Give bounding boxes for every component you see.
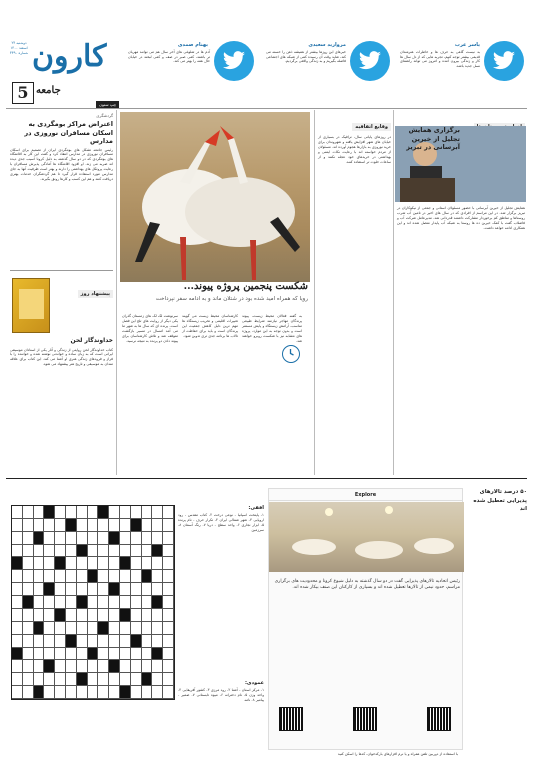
crossword-cell[interactable] xyxy=(34,622,45,635)
crossword-cell[interactable] xyxy=(77,609,88,622)
crossword-cell[interactable] xyxy=(152,660,163,673)
crossword-cell[interactable] xyxy=(98,609,109,622)
crossword-cell[interactable] xyxy=(142,570,153,583)
story-headline: اعتراض مراکز بومگردی به اسکان مسافران نوروزی در مدارس xyxy=(24,120,113,145)
ig-body: رئیس اتحادیه تالارهای پذیرایی گفت در دو سال گذشته به دلیل شیوع کرونا و محدودیت های برگزاری مراسم، حدود نیمی از تالارها تعطیل شده اند و بسیاری از کارکنان این صنف بیکار شده اند. xyxy=(274,579,460,590)
book-story xyxy=(10,337,113,367)
crossword-cell[interactable] xyxy=(142,622,153,635)
crossword-cell[interactable] xyxy=(98,622,109,635)
crossword-cell[interactable] xyxy=(131,557,142,570)
logo: کارون xyxy=(32,39,107,74)
tweet-card xyxy=(126,35,258,97)
twitter-icon xyxy=(350,41,390,81)
crossword-cell[interactable] xyxy=(98,635,109,648)
crossword-cell[interactable] xyxy=(152,545,163,558)
qr-footer: با استفاده از دوربین تلفن همراه و یا نرم افزارهای بارکدخوان، کدها را اسکن کنید xyxy=(337,752,459,756)
crossword-cell[interactable] xyxy=(88,596,99,609)
crossword-cell[interactable] xyxy=(98,532,109,545)
crossword-cell[interactable] xyxy=(109,686,120,699)
book-title: خداوندگار لحن xyxy=(70,337,113,344)
crossword-cell[interactable] xyxy=(142,686,153,699)
crossword-cell[interactable] xyxy=(44,660,55,673)
qr-code[interactable] xyxy=(427,707,451,731)
right-bottom-story xyxy=(466,488,527,516)
crossword-cell[interactable] xyxy=(77,660,88,673)
crossword-cell[interactable] xyxy=(142,583,153,596)
book-cover-image xyxy=(12,278,50,333)
crossword-cell[interactable] xyxy=(98,570,109,583)
crossword-cell[interactable] xyxy=(120,673,131,686)
crossword-cell[interactable] xyxy=(23,673,34,686)
crossword-cell[interactable] xyxy=(120,519,131,532)
twitter-icon xyxy=(484,41,524,81)
crossword-cell[interactable] xyxy=(120,583,131,596)
crossword-cell[interactable] xyxy=(66,545,77,558)
crossword-cell[interactable] xyxy=(12,570,23,583)
crossword-cell[interactable] xyxy=(55,686,66,699)
hall-photo xyxy=(269,502,464,572)
crossword-cell[interactable] xyxy=(131,596,142,609)
crossword-cell[interactable] xyxy=(34,506,45,519)
crossword-cell[interactable] xyxy=(98,648,109,661)
crossword-cell[interactable] xyxy=(66,557,77,570)
tweet-text: آدم ها در شلوغی های آخر سال هم می توانند مهربان تر باشند، کمی صبر در صف و کمی لبخند در خیابان حال همه را بهتر می کند. xyxy=(128,50,210,64)
crossword-cell[interactable] xyxy=(55,570,66,583)
crossword-cell[interactable] xyxy=(109,583,120,596)
crossword-cell[interactable] xyxy=(77,557,88,570)
crossword-cell[interactable] xyxy=(34,583,45,596)
crossword-cell[interactable] xyxy=(88,622,99,635)
crossword-cell[interactable] xyxy=(131,673,142,686)
crossword-cell[interactable] xyxy=(120,686,131,699)
crossword-cell[interactable] xyxy=(98,583,109,596)
right-story-body: همایش تجلیل از خیرین آبرسانی با حضور مسئولان استانی و جمعی از نیکوکاران در تبریز برگزار شد. در این مراسم از افرادی که در سال های اخیر در تامین آب شرب روستاها و مناطق کم برخوردار مشارکت داشتند قدردانی شد. مدیرعامل شرکت آب و فاضلاب گفت با کمک خیرین ده ها روستا به شبکه آب پایدار متصل شده اند و این همکاری ادامه خواهد داشت. xyxy=(397,206,525,230)
crossword-cell[interactable] xyxy=(77,570,88,583)
crossword-cell[interactable] xyxy=(23,506,34,519)
crossword-cell[interactable] xyxy=(109,506,120,519)
divider xyxy=(6,108,527,109)
crossword-cell[interactable] xyxy=(98,660,109,673)
story-kicker: گردشگری xyxy=(96,113,113,118)
crossword-cell[interactable] xyxy=(142,648,153,661)
crossword-cell[interactable] xyxy=(77,519,88,532)
crossword-cell[interactable] xyxy=(66,519,77,532)
crossword-cell[interactable] xyxy=(77,532,88,545)
crossword-cell[interactable] xyxy=(44,570,55,583)
crossword-cell[interactable] xyxy=(88,660,99,673)
crossword-cell[interactable] xyxy=(163,506,174,519)
crossword-cell[interactable] xyxy=(23,532,34,545)
crossword-clues-vertical xyxy=(178,680,264,703)
crossword-cell[interactable] xyxy=(23,570,34,583)
crossword-cell[interactable] xyxy=(163,673,174,686)
crossword-cell[interactable] xyxy=(34,609,45,622)
crossword-cell[interactable] xyxy=(34,545,45,558)
column-tag: چپ ستون xyxy=(96,101,119,108)
crossword-cell[interactable] xyxy=(23,648,34,661)
crossword-cell[interactable] xyxy=(152,570,163,583)
crossword-cell[interactable] xyxy=(55,635,66,648)
crossword-cell[interactable] xyxy=(109,532,120,545)
crossword-cell[interactable] xyxy=(109,570,120,583)
crossword-cell[interactable] xyxy=(55,673,66,686)
crossword-cell[interactable] xyxy=(34,519,45,532)
crossword-cell[interactable] xyxy=(131,609,142,622)
crossword-cell[interactable] xyxy=(12,673,23,686)
crossword-cell[interactable] xyxy=(55,519,66,532)
crossword-cell[interactable] xyxy=(109,660,120,673)
crossword-cell[interactable] xyxy=(109,673,120,686)
divider xyxy=(393,110,394,475)
crossword-cell[interactable] xyxy=(77,686,88,699)
crossword-cell[interactable] xyxy=(88,583,99,596)
main-subhead: رویا که همراه امید شده بود در شتلان ماند و به ادامه سفر نپرداخت xyxy=(155,296,308,302)
crossword-cell[interactable] xyxy=(12,545,23,558)
crossword-cell[interactable] xyxy=(77,596,88,609)
crossword-cell[interactable] xyxy=(163,622,174,635)
crossword-cell[interactable] xyxy=(34,557,45,570)
left-column-story xyxy=(10,113,113,182)
crossword-cell[interactable] xyxy=(131,583,142,596)
book-body: کتاب خداوندگار لحن روایتی از زندگی و آثار یکی از استادان موسیقی ایرانی است که به زبان ساده و خواندنی نوشته شده و خواننده را با فراز و فرودهای زندگی هنری او آشنا می کند. این کتاب برای علاقه مندان به موسیقی و تاریخ هنر پیشنهاد می شود. xyxy=(10,347,113,367)
crossword-cell[interactable] xyxy=(152,686,163,699)
crossword-cell[interactable] xyxy=(66,609,77,622)
crossword-cell[interactable] xyxy=(12,532,23,545)
crossword-cell[interactable] xyxy=(23,622,34,635)
crossword-cell[interactable] xyxy=(142,532,153,545)
crossword-cell[interactable] xyxy=(23,609,34,622)
tweet-text: خبرهای این روزها بیشتر از همیشه ذهن را خسته می کند، شاید وقت آن رسیده کمی از شبکه های اجتماعی فاصله بگیریم و به زندگی واقعی برگردیم. xyxy=(266,50,346,64)
crossword-cell[interactable] xyxy=(152,673,163,686)
crossword-cell[interactable] xyxy=(55,596,66,609)
crossword-cell[interactable] xyxy=(55,532,66,545)
crossword-cell[interactable] xyxy=(88,686,99,699)
divider xyxy=(314,110,315,475)
crossword-cell[interactable] xyxy=(98,686,109,699)
crossword-cell[interactable] xyxy=(12,635,23,648)
crossword-cell[interactable] xyxy=(152,609,163,622)
crossword-cell[interactable] xyxy=(77,506,88,519)
logo-block xyxy=(6,35,123,105)
crossword-cell[interactable] xyxy=(131,570,142,583)
crossword-cell[interactable] xyxy=(120,622,131,635)
tweet-text: بد نیست گاهی به حرف ها و خاطرات هنرمندان قدیمی بیشتر توجه کنیم، تجربه هایی که از دل سال ها کار و زندگی بیرون آمده و امروز می تواند راهنمای نسل جدید باشد. xyxy=(400,50,480,68)
middle-column-story xyxy=(318,113,391,164)
story-body: در روزهای پایانی سال، ترافیک در بسیاری از خیابان های شهر افزایش یافته و شهروندان برای خرید نوروزی به بازارها هجوم آورده اند. مسئولان از مردم خواسته اند با رعایت نکات ایمنی و بهداشتی در خریدهای خود عجله نکنند و از ساعات خلوت تر استفاده کنند. xyxy=(318,135,391,164)
crossword-cell[interactable] xyxy=(55,583,66,596)
instagram-post xyxy=(268,488,463,750)
crossword-cell[interactable] xyxy=(152,583,163,596)
crossword-cell[interactable] xyxy=(55,622,66,635)
crossword-cell[interactable] xyxy=(23,545,34,558)
crossword-cell[interactable] xyxy=(44,686,55,699)
divider xyxy=(10,270,113,271)
masthead xyxy=(6,35,526,105)
crossword-cell[interactable] xyxy=(55,648,66,661)
crossword-cell[interactable] xyxy=(34,660,45,673)
crossword-cell[interactable] xyxy=(120,648,131,661)
crossword-cell[interactable] xyxy=(12,609,23,622)
crossword-cell[interactable] xyxy=(44,609,55,622)
tweet-card xyxy=(264,35,392,97)
crossword-cell[interactable] xyxy=(77,583,88,596)
crossword-cell[interactable] xyxy=(109,545,120,558)
crossword-cell[interactable] xyxy=(120,596,131,609)
crossword-cell[interactable] xyxy=(23,583,34,596)
crossword-cell[interactable] xyxy=(109,557,120,570)
crossword-cell[interactable] xyxy=(163,596,174,609)
tweet-author: بهنام صمدی xyxy=(177,42,208,48)
right-story-head xyxy=(400,126,460,154)
crossword-cell[interactable] xyxy=(142,557,153,570)
crossword-cell[interactable] xyxy=(44,673,55,686)
crossword-cell[interactable] xyxy=(88,545,99,558)
crossword-cell[interactable] xyxy=(120,557,131,570)
crossword-cell[interactable] xyxy=(34,635,45,648)
crossword-cell[interactable] xyxy=(152,635,163,648)
crossword-cell[interactable] xyxy=(163,519,174,532)
crossword-cell[interactable] xyxy=(44,583,55,596)
crossword-cell[interactable] xyxy=(23,596,34,609)
clues-text: ۱- مرکز استان - آشنا ۲- رود مرزی ۳- کشور آفریقایی ۴- واحد وزن ۵- نام دخترانه ۶- میوه تابستانی ۷- ضمیر - پیامبر ۸- نامه xyxy=(178,688,265,702)
crossword-cell[interactable] xyxy=(44,648,55,661)
crossword-cell[interactable] xyxy=(77,635,88,648)
crossword-cell[interactable] xyxy=(12,557,23,570)
crossword-cell[interactable] xyxy=(66,532,77,545)
crossword-cell[interactable] xyxy=(131,686,142,699)
date-line: دوشنبه ۲۴ اسفند ۱۴۰۰ شماره ۳۳۹۰ xyxy=(9,41,29,55)
crossword-cell[interactable] xyxy=(55,545,66,558)
crossword-cell[interactable] xyxy=(163,557,174,570)
crossword-cell[interactable] xyxy=(23,519,34,532)
story-body: رئیس جامعه تشکل های بومگردی ایران از تصمیم برای اسکان مسافران نوروزی در مدارس انتقاد کرد و گفت این کار به اقامتگاه های بومگردی که در دو سال گذشته به دلیل کرونا آسیب جدی دیده اند ضربه می زند. او افزود اقامتگاه ها آمادگی پذیرش مسافران با رعایت پروتکل های بهداشتی را دارند و بهتر است ظرفیت آنها به جای مدارس مورد استفاده قرار گیرد تا هم گردشگران خدمات بهتری دریافت کنند و هم این کسب و کارها رونق بگیرند. xyxy=(10,147,113,181)
crossword-cell[interactable] xyxy=(23,557,34,570)
crossword-cell[interactable] xyxy=(98,596,109,609)
crossword-cell[interactable] xyxy=(23,660,34,673)
crossword-cell[interactable] xyxy=(142,635,153,648)
crossword-cell[interactable] xyxy=(88,673,99,686)
crossword-cell[interactable] xyxy=(131,660,142,673)
crossword-cell[interactable] xyxy=(12,506,23,519)
crossword-cell[interactable] xyxy=(12,622,23,635)
main-body-col-2: کارشناسان محیط زیست می گویند تغییرات اقلیمی و تخریب زیستگاه ها مهم ترین دلیل کاهش جمعیت این پرندگان است و باید برای حفاظت از تالاب ها برنامه جدی تری تدوین شود. xyxy=(182,314,238,338)
crossword-cell[interactable] xyxy=(34,673,45,686)
crossword-cell[interactable] xyxy=(152,648,163,661)
story-tag: وقایع اتفاقیه xyxy=(352,123,391,131)
crossword-cell[interactable] xyxy=(77,648,88,661)
crossword-cell[interactable] xyxy=(88,532,99,545)
clues-title: افقی: xyxy=(248,505,264,511)
clock-icon xyxy=(282,345,300,363)
crossword-cell[interactable] xyxy=(44,519,55,532)
crossword-cell[interactable] xyxy=(77,673,88,686)
crossword-cell[interactable] xyxy=(120,660,131,673)
main-body-col-3: به گفته فعالان محیط زیست، پیوند پرندگان مهاجر نیازمند شرایط طبیعی مناسب، آرامش زیستگاه و پایش مستمر است و بدون توجه به این موارد، پروژه های مشابه نیز با شکست روبرو خواهند شد. xyxy=(242,314,302,343)
clues-text: ۱- پایتخت اسپانیا - نوعی درخت ۲- کتاب مقدس - رود اروپایی ۳- شهر شمالی ایران ۴- تکرار حرف - نام پرنده ۵- ابزار نجاری ۶- واحد سطح - دریا ۷- رنگ آسمان ۸- سرزمین xyxy=(178,513,265,532)
crossword-cell[interactable] xyxy=(163,570,174,583)
crossword-cell[interactable] xyxy=(55,557,66,570)
crossword-cell[interactable] xyxy=(131,622,142,635)
crossword-cell[interactable] xyxy=(66,635,77,648)
crossword-cell[interactable] xyxy=(163,660,174,673)
crossword-cell[interactable] xyxy=(98,519,109,532)
twitter-icon xyxy=(214,41,254,81)
crossword-cell[interactable] xyxy=(142,660,153,673)
ig-header: Explore xyxy=(269,489,462,501)
crossword-cell[interactable] xyxy=(163,545,174,558)
book-tag: پیشنهاد روز xyxy=(78,290,113,298)
crossword-cell[interactable] xyxy=(34,596,45,609)
crossword-cell[interactable] xyxy=(142,609,153,622)
crossword-cell[interactable] xyxy=(66,506,77,519)
crossword-cell[interactable] xyxy=(44,557,55,570)
crossword-cell[interactable] xyxy=(88,609,99,622)
crossword-cell[interactable] xyxy=(98,545,109,558)
storks-photo xyxy=(120,112,310,282)
crossword-cell[interactable] xyxy=(12,660,23,673)
crossword-cell[interactable] xyxy=(77,545,88,558)
crossword-cell[interactable] xyxy=(152,532,163,545)
crossword-cell[interactable] xyxy=(66,648,77,661)
crossword-cell[interactable] xyxy=(23,686,34,699)
crossword-cell[interactable] xyxy=(109,596,120,609)
crossword-cell[interactable] xyxy=(34,648,45,661)
crossword-cell[interactable] xyxy=(120,609,131,622)
crossword-cell[interactable] xyxy=(152,506,163,519)
crossword-cell[interactable] xyxy=(163,609,174,622)
crossword-cell[interactable] xyxy=(152,622,163,635)
story-headline: ۵۰ درصد تالارهای پذیرایی تعطیل شده اند xyxy=(473,489,527,512)
crossword-cell[interactable] xyxy=(66,570,77,583)
crossword-cell[interactable] xyxy=(131,635,142,648)
crossword-cell[interactable] xyxy=(88,648,99,661)
crossword-cell[interactable] xyxy=(109,622,120,635)
crossword-cell[interactable] xyxy=(34,686,45,699)
crossword-cell[interactable] xyxy=(142,519,153,532)
crossword-cell[interactable] xyxy=(55,609,66,622)
crossword-cell[interactable] xyxy=(66,686,77,699)
main-body-col-1: سرنوشت لک لک های زمستان گذران یکی دیگر از روایت های تلخ این فصل است. پرنده ای که سال ها به شهر ما می آمد امسال در مسیر بازگشت متوقف شد و تلاش کارشناسان برای پیوند دادن دو پرنده به نتیجه نرسید. xyxy=(122,314,178,343)
crossword-cell[interactable] xyxy=(120,545,131,558)
crossword-cell[interactable] xyxy=(109,635,120,648)
crossword-cell[interactable] xyxy=(131,648,142,661)
crossword-cell[interactable] xyxy=(66,673,77,686)
crossword-cell[interactable] xyxy=(120,635,131,648)
crossword-cell[interactable] xyxy=(163,635,174,648)
crossword-cell[interactable] xyxy=(44,635,55,648)
crossword-cell[interactable] xyxy=(12,596,23,609)
crossword-cell[interactable] xyxy=(12,686,23,699)
crossword-cell[interactable] xyxy=(98,557,109,570)
crossword-cell[interactable] xyxy=(163,583,174,596)
crossword-cell[interactable] xyxy=(34,532,45,545)
crossword-cell[interactable] xyxy=(120,506,131,519)
crossword-cell[interactable] xyxy=(88,635,99,648)
crossword-cell[interactable] xyxy=(66,622,77,635)
crossword-cell[interactable] xyxy=(77,622,88,635)
crossword-cell[interactable] xyxy=(88,570,99,583)
crossword-cell[interactable] xyxy=(12,519,23,532)
crossword-cell[interactable] xyxy=(109,519,120,532)
crossword-cell[interactable] xyxy=(152,519,163,532)
crossword-cell[interactable] xyxy=(55,506,66,519)
section-title: جامعه xyxy=(36,85,61,96)
tweet-card xyxy=(398,35,526,97)
tweet-author: یاسر عرب xyxy=(454,42,480,48)
page-number: 5 xyxy=(12,82,34,104)
crossword-cell[interactable] xyxy=(66,596,77,609)
crossword-cell[interactable] xyxy=(55,660,66,673)
crossword-grid[interactable] xyxy=(11,505,175,700)
story-headline: برگزاری همایش تجلیل از خیرین آبرسانی در تبریز xyxy=(406,126,460,151)
crossword-cell[interactable] xyxy=(131,545,142,558)
crossword-cell[interactable] xyxy=(88,557,99,570)
crossword-cell[interactable] xyxy=(44,506,55,519)
clues-title: عمودی: xyxy=(244,680,264,686)
crossword-cell[interactable] xyxy=(44,596,55,609)
crossword-cell[interactable] xyxy=(142,673,153,686)
crossword-cell[interactable] xyxy=(88,519,99,532)
crossword-cell[interactable] xyxy=(34,570,45,583)
qr-code[interactable] xyxy=(279,707,303,731)
crossword-cell[interactable] xyxy=(88,506,99,519)
crossword-cell[interactable] xyxy=(120,570,131,583)
divider xyxy=(116,110,117,475)
tweet-author: مروارید سعیدی xyxy=(308,42,346,48)
crossword-cell[interactable] xyxy=(44,622,55,635)
crossword-cell[interactable] xyxy=(163,648,174,661)
crossword-cell[interactable] xyxy=(131,519,142,532)
crossword-cell[interactable] xyxy=(109,648,120,661)
crossword-cell[interactable] xyxy=(120,532,131,545)
divider xyxy=(6,478,527,479)
crossword-cell[interactable] xyxy=(142,545,153,558)
crossword-cell[interactable] xyxy=(131,506,142,519)
crossword-cell[interactable] xyxy=(12,583,23,596)
crossword-cell[interactable] xyxy=(12,648,23,661)
crossword-cell[interactable] xyxy=(163,532,174,545)
crossword-cell[interactable] xyxy=(163,686,174,699)
crossword-cell[interactable] xyxy=(66,583,77,596)
crossword-cell[interactable] xyxy=(131,532,142,545)
crossword-cell[interactable] xyxy=(142,596,153,609)
crossword-clues-horizontal xyxy=(178,505,264,533)
crossword-cell[interactable] xyxy=(66,660,77,673)
crossword-cell[interactable] xyxy=(98,506,109,519)
crossword-cell[interactable] xyxy=(152,557,163,570)
crossword-cell[interactable] xyxy=(109,609,120,622)
crossword-cell[interactable] xyxy=(98,673,109,686)
crossword-cell[interactable] xyxy=(23,635,34,648)
qr-code[interactable] xyxy=(353,707,377,731)
crossword-cell[interactable] xyxy=(152,596,163,609)
main-headline: شکست پنجمین پروژه پیوند... xyxy=(183,281,308,292)
book-recommendation xyxy=(56,280,113,299)
crossword-cell[interactable] xyxy=(44,532,55,545)
crossword-cell[interactable] xyxy=(142,506,153,519)
crossword-cell[interactable] xyxy=(44,545,55,558)
